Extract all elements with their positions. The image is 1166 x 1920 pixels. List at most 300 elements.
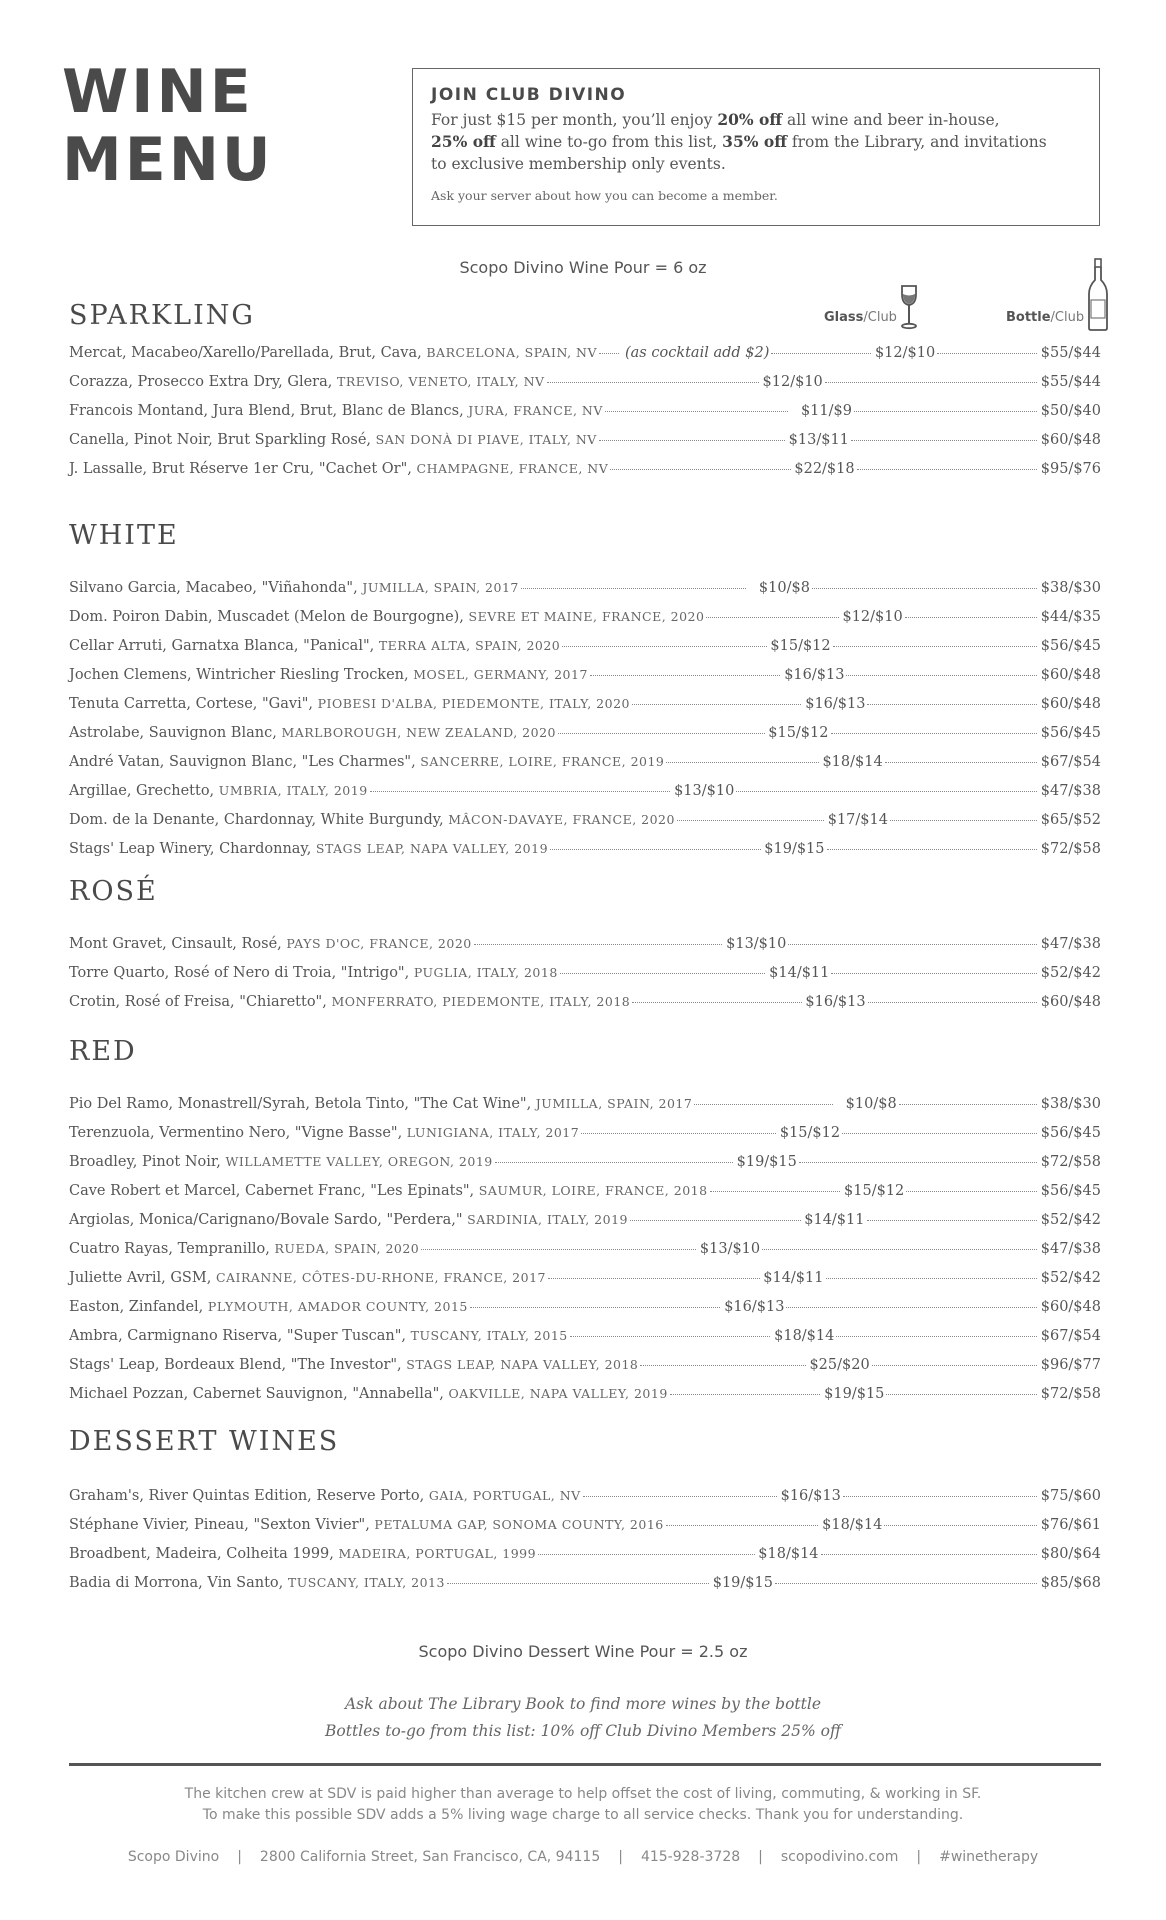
wine-row (69, 667, 1101, 689)
wine-region: SAUMUR, LOIRE, FRANCE, 2018 (478, 1183, 708, 1198)
wine-row (69, 345, 1101, 367)
leader-dots (857, 469, 1037, 470)
bottle-price: $80/$64 (1040, 1546, 1101, 1562)
club-text: from the Library, and invitations (786, 133, 1047, 151)
section-title: ROSÉ (69, 876, 158, 907)
footer-website[interactable]: scopodivino.com (780, 1849, 899, 1865)
living-wage-line-1: The kitchen crew at SDV is paid higher than average to help offset the cost of living, commuting, & working in SF. (184, 1786, 982, 1802)
wine-name (69, 1575, 445, 1591)
wine-producer-varietal: Silvano Garcia, Macabeo, "Viñahonda", (69, 580, 358, 596)
wine-region: TUSCANY, ITALY, 2015 (410, 1328, 568, 1343)
glass-price: $13/$10 (726, 936, 787, 952)
wine-region: JUMILLA, SPAIN, 2017 (535, 1096, 693, 1111)
glass-price: $10/$8 (845, 1096, 897, 1112)
leader-dots (548, 1278, 760, 1279)
glass-price: $16/$13 (784, 667, 845, 683)
leader-dots (842, 1133, 1037, 1134)
glass-price: $18/$14 (758, 1546, 819, 1562)
wine-name (69, 1517, 664, 1533)
wine-name (69, 725, 556, 741)
wine-region: BARCELONA, SPAIN, NV (426, 345, 597, 360)
glass-price: $16/$13 (805, 994, 866, 1010)
wine-region: SEVRE ET MAINE, FRANCE, 2020 (468, 609, 705, 624)
leader-dots (867, 1220, 1038, 1221)
wine-row (69, 1241, 1101, 1263)
glass-price: $15/$12 (768, 725, 829, 741)
leader-dots (666, 762, 818, 763)
leader-dots (833, 646, 1037, 647)
bottle-price: $75/$60 (1040, 1488, 1102, 1504)
leader-dots (610, 469, 790, 470)
wine-region: CHAMPAGNE, FRANCE, NV (416, 461, 609, 476)
wine-row (69, 609, 1101, 631)
wine-row (69, 696, 1101, 718)
leader-dots (694, 1104, 832, 1105)
bottle-price: $96/$77 (1040, 1357, 1102, 1373)
leader-dots (590, 675, 781, 676)
wine-region: TREVISO, VENETO, ITALY, NV (336, 374, 545, 389)
glass-price: $16/$13 (724, 1299, 785, 1315)
wine-producer-varietal: Terenzuola, Vermentino Nero, "Vigne Basse", (69, 1125, 403, 1141)
wine-region: STAGS LEAP, NAPA VALLEY, 2018 (406, 1357, 639, 1372)
wine-name (69, 1488, 581, 1504)
glass-price: $16/$13 (780, 1488, 841, 1504)
wine-region: OAKVILLE, NAPA VALLEY, 2019 (448, 1386, 668, 1401)
wine-name (69, 965, 558, 981)
glass-club-label: /Club (863, 310, 897, 325)
wine-name (69, 1125, 579, 1141)
leader-dots (447, 1583, 709, 1584)
glass-price: $13/$10 (699, 1241, 761, 1257)
wine-row (69, 1299, 1101, 1321)
leader-dots (812, 588, 1037, 589)
leader-dots (821, 1554, 1037, 1555)
wine-producer-varietal: Argiolas, Monica/Carignano/Bovale Sardo, "Perdera," (69, 1212, 463, 1228)
leader-dots (899, 1104, 1037, 1105)
bottle-price: $65/$52 (1040, 812, 1101, 828)
wine-row (69, 841, 1101, 863)
wine-name (69, 994, 630, 1010)
leader-dots (884, 1525, 1037, 1526)
bottle-price: $52/$42 (1040, 1270, 1101, 1286)
wine-row (69, 1125, 1101, 1147)
glass-price: $14/$11 (763, 1270, 824, 1286)
leader-dots (825, 382, 1037, 383)
wine-producer-varietal: Francois Montand, Jura Blend, Brut, Blanc de Blancs, (69, 403, 464, 419)
wine-name (69, 696, 630, 712)
wine-producer-varietal: André Vatan, Sauvignon Blanc, "Les Charmes", (69, 754, 416, 770)
bottle-price: $72/$58 (1040, 1154, 1101, 1170)
wine-producer-varietal: Corazza, Prosecco Extra Dry, Glera, (69, 374, 333, 390)
wine-row (69, 1270, 1101, 1292)
section-title: RED (69, 1036, 137, 1067)
wine-name (69, 580, 519, 596)
bottle-price: $47/$38 (1040, 936, 1101, 952)
wine-region: JUMILLA, SPAIN, 2017 (362, 580, 519, 595)
leader-dots (854, 411, 1037, 412)
wine-bottle-icon (1086, 258, 1110, 332)
leader-dots (666, 1525, 819, 1526)
club-text: to exclusive membership only events. (431, 155, 726, 173)
title-line-menu: MENU (62, 125, 274, 195)
bottle-price: $56/$45 (1040, 1183, 1102, 1199)
leader-dots (570, 1336, 771, 1337)
wine-name (69, 1212, 628, 1228)
wine-name (69, 1386, 668, 1402)
glass-price: $13/$11 (788, 432, 849, 448)
glass-price: $12/$10 (874, 345, 936, 361)
wine-row (69, 1575, 1101, 1597)
wine-row (69, 936, 1101, 958)
wine-producer-varietal: J. Lassalle, Brut Réserve 1er Cru, "Cachet Or", (69, 461, 412, 477)
wine-producer-varietal: Dom. de la Denante, Chardonnay, White Burgundy, (69, 812, 444, 828)
bottle-price: $60/$48 (1040, 667, 1101, 683)
leader-dots (470, 1307, 721, 1308)
leader-dots (867, 704, 1037, 705)
bottle-club-label: /Club (1050, 310, 1085, 325)
wine-name (69, 1154, 493, 1170)
wine-region: SARDINIA, ITALY, 2019 (467, 1212, 628, 1227)
glass-price: $18/$14 (774, 1328, 835, 1344)
wine-name (69, 609, 704, 625)
wine-row (69, 965, 1101, 987)
footer-separator: | (916, 1849, 922, 1865)
glass-price: $18/$14 (822, 1517, 883, 1533)
glass-price: $11/$9 (800, 403, 852, 419)
wine-producer-varietal: Crotin, Rosé of Freisa, "Chiaretto", (69, 994, 327, 1010)
glass-column-header (824, 310, 897, 325)
wine-region: TUSCANY, ITALY, 2013 (287, 1575, 445, 1590)
leader-dots (421, 1249, 696, 1250)
leader-dots (677, 820, 824, 821)
wine-row (69, 403, 1101, 425)
bottle-price: $95/$76 (1040, 461, 1102, 477)
wine-row (69, 1357, 1101, 1379)
wine-name (69, 1328, 568, 1344)
footer-address: 2800 California Street, San Francisco, CA, 94115 (259, 1849, 601, 1865)
club-description (431, 109, 1081, 175)
wine-name (69, 1241, 419, 1257)
bottle-price: $55/$44 (1040, 374, 1102, 390)
leader-dots (538, 1554, 754, 1555)
leader-dots (906, 1191, 1037, 1192)
leader-dots (851, 440, 1037, 441)
wine-producer-varietal: Easton, Zinfandel, (69, 1299, 204, 1315)
bottle-price: $47/$38 (1040, 1241, 1102, 1257)
wine-name (69, 1270, 546, 1286)
wine-region: MARLBOROUGH, NEW ZEALAND, 2020 (281, 725, 556, 740)
wine-producer-varietal: Torre Quarto, Rosé of Nero di Troia, "Intrigo", (69, 965, 410, 981)
wine-row (69, 1328, 1101, 1350)
wine-region: TERRA ALTA, SPAIN, 2020 (378, 638, 561, 653)
bottle-price: $38/$30 (1040, 1096, 1101, 1112)
leader-dots (826, 1278, 1038, 1279)
glass-price: $16/$13 (805, 696, 866, 712)
wine-row (69, 461, 1101, 483)
leader-dots (872, 1365, 1037, 1366)
title-line-wine: WINE (62, 57, 254, 127)
living-wage-line-2: To make this possible SDV adds a 5% living wage charge to all service checks. Thank you for understanding. (202, 1807, 964, 1823)
glass-price: $22/$18 (794, 461, 855, 477)
wine-region: WILLAMETTE VALLEY, OREGON, 2019 (225, 1154, 493, 1169)
glass-price: $12/$10 (762, 374, 823, 390)
wine-pour-note: Scopo Divino Wine Pour = 6 oz (459, 258, 707, 277)
club-text: For just $15 per month, you’ll enjoy (431, 111, 718, 129)
leader-dots (846, 675, 1037, 676)
leader-dots (762, 1249, 1037, 1250)
wine-producer-varietal: Cellar Arruti, Garnatxa Blanca, "Panical", (69, 638, 375, 654)
wine-producer-varietal: Michael Pozzan, Cabernet Sauvignon, "Annabella", (69, 1386, 444, 1402)
section-title: WHITE (69, 520, 179, 551)
wine-name (69, 345, 769, 361)
footer-phone[interactable]: 415-928-3728 (640, 1849, 741, 1865)
leader-dots (831, 733, 1038, 734)
menu-title (62, 58, 274, 194)
leader-dots (370, 791, 671, 792)
wine-producer-varietal: Mercat, Macabeo/Xarello/Parellada, Brut, Cava, (69, 345, 422, 361)
leader-dots (710, 1191, 841, 1192)
bottle-price: $52/$42 (1040, 965, 1101, 981)
wine-region: SAN DONÀ DI PIAVE, ITALY, NV (375, 432, 597, 447)
leader-dots (836, 1336, 1037, 1337)
wine-row (69, 1386, 1101, 1408)
wine-name (69, 667, 588, 683)
glass-price: $10/$8 (758, 580, 810, 596)
glass-price: $13/$10 (674, 783, 735, 799)
wine-region: GAIA, PORTUGAL, NV (428, 1488, 581, 1503)
bottle-column-header (1006, 310, 1084, 325)
club-text: all wine and beer in-house, (782, 111, 1000, 129)
footer-separator: | (618, 1849, 623, 1865)
bottle-price: $60/$48 (1040, 994, 1102, 1010)
leader-dots (560, 973, 766, 974)
glass-label: Glass (824, 310, 864, 325)
footer-hashtag: #winetherapy (939, 1849, 1039, 1865)
leader-dots (630, 1220, 801, 1221)
glass-price: $25/$20 (809, 1357, 870, 1373)
leader-dots (670, 1394, 821, 1395)
wine-producer-varietal: Stags' Leap Winery, Chardonnay, (69, 841, 312, 857)
club-text: all wine to-go from this list, (495, 133, 723, 151)
wine-name (69, 638, 560, 654)
club-discount-library: 35% off (722, 132, 787, 151)
leader-dots (547, 382, 759, 383)
wine-region: MOSEL, GERMANY, 2017 (413, 667, 588, 682)
leader-dots (799, 1162, 1037, 1163)
leader-dots (886, 1394, 1037, 1395)
wine-region: UMBRIA, ITALY, 2019 (218, 783, 368, 798)
wine-region: PIOBESI D'ALBA, PIEDEMONTE, ITALY, 2020 (317, 696, 630, 711)
wine-producer-varietal: Badia di Morrona, Vin Santo, (69, 1575, 284, 1591)
glass-price: $15/$12 (770, 638, 831, 654)
bottle-price: $56/$45 (1040, 638, 1102, 654)
wine-producer-varietal: Juliette Avril, GSM, (69, 1270, 212, 1286)
bottle-price: $72/$58 (1040, 1386, 1102, 1402)
leader-dots (736, 791, 1037, 792)
glass-price: $19/$15 (712, 1575, 773, 1591)
wine-name (69, 1357, 638, 1373)
wine-producer-varietal: Tenuta Carretta, Cortese, "Gavi", (69, 696, 313, 712)
wine-region: MADEIRA, PORTUGAL, 1999 (338, 1546, 537, 1561)
wine-producer-varietal: Cuatro Rayas, Tempranillo, (69, 1241, 270, 1257)
wine-name (69, 461, 608, 477)
wine-name (69, 754, 664, 770)
club-divino-box (412, 68, 1100, 226)
glass-price: $19/$15 (824, 1386, 885, 1402)
leader-dots (640, 1365, 805, 1366)
leader-dots (788, 944, 1037, 945)
wine-name (69, 1096, 692, 1112)
wine-row (69, 1096, 1101, 1118)
wine-name (69, 1546, 536, 1562)
footer-contact (0, 1849, 1166, 1865)
bottle-price: $67/$54 (1040, 1328, 1102, 1344)
leader-dots (786, 1307, 1037, 1308)
footer-restaurant-name: Scopo Divino (127, 1849, 220, 1865)
leader-dots (495, 1162, 733, 1163)
wine-producer-varietal: Astrolabe, Sauvignon Blanc, (69, 725, 277, 741)
bottle-price: $56/$45 (1040, 725, 1101, 741)
wine-region: JURA, FRANCE, NV (468, 403, 603, 418)
wine-producer-varietal: Mont Gravet, Cinsault, Rosé, (69, 936, 282, 952)
wine-region: SANCERRE, LOIRE, FRANCE, 2019 (420, 754, 665, 769)
bottle-price: $60/$48 (1040, 1299, 1101, 1315)
wine-row (69, 1546, 1101, 1568)
wine-row (69, 1212, 1101, 1234)
bottle-price: $50/$40 (1040, 403, 1102, 419)
leader-dots (474, 944, 723, 945)
wine-name (69, 403, 603, 419)
bottle-price: $85/$68 (1040, 1575, 1102, 1591)
wine-producer-varietal: Stags' Leap, Bordeaux Blend, "The Investor", (69, 1357, 402, 1373)
wine-row (69, 1488, 1101, 1510)
wine-region: PLYMOUTH, AMADOR COUNTY, 2015 (207, 1299, 468, 1314)
wine-row (69, 783, 1101, 805)
wine-region: LUNIGIANA, ITALY, 2017 (406, 1125, 580, 1140)
section-title: DESSERT WINES (69, 1426, 340, 1457)
glass-price: $12/$10 (842, 609, 903, 625)
footer-separator: | (758, 1849, 763, 1865)
wine-region: MONFERRATO, PIEDEMONTE, ITALY, 2018 (331, 994, 631, 1009)
wine-name (69, 1299, 468, 1315)
wine-name (69, 432, 597, 448)
leader-dots (890, 820, 1037, 821)
wine-producer-varietal: Dom. Poiron Dabin, Muscadet (Melon de Bourgogne), (69, 609, 464, 625)
leader-dots (937, 353, 1037, 354)
glass-price: $15/$12 (844, 1183, 905, 1199)
wine-row (69, 812, 1101, 834)
bottle-price: $44/$35 (1040, 609, 1101, 625)
leader-dots (562, 646, 766, 647)
glass-price: $19/$15 (736, 1154, 797, 1170)
wine-row (69, 432, 1101, 454)
club-discount-inhouse: 20% off (717, 110, 783, 129)
wine-row (69, 580, 1101, 602)
bottle-price: $76/$61 (1040, 1517, 1101, 1533)
glass-price: $17/$14 (827, 812, 888, 828)
glass-price: $14/$11 (769, 965, 830, 981)
leader-dots (583, 1496, 777, 1497)
footer-divider (69, 1763, 1101, 1766)
leader-dots (550, 849, 760, 850)
bottle-price: $56/$45 (1040, 1125, 1101, 1141)
leader-dots (605, 411, 788, 412)
bottle-price: $38/$30 (1040, 580, 1102, 596)
wine-name (69, 374, 545, 390)
wine-producer-varietal: Cave Robert et Marcel, Cabernet Franc, "Les Epinats", (69, 1183, 475, 1199)
bottle-price: $67/$54 (1040, 754, 1101, 770)
library-book-note: Ask about The Library Book to find more wines by the bottle (344, 1695, 822, 1713)
bottle-price: $60/$48 (1040, 696, 1101, 712)
leader-dots (632, 1002, 801, 1003)
wine-region: PETALUMA GAP, SONOMA COUNTY, 2016 (374, 1517, 664, 1532)
leader-dots (599, 440, 785, 441)
footer-separator: | (237, 1849, 242, 1865)
bottle-price: $55/$44 (1040, 345, 1101, 361)
wine-producer-varietal: Broadbent, Madeira, Colheita 1999, (69, 1546, 334, 1562)
wine-region: PUGLIA, ITALY, 2018 (413, 965, 558, 980)
wine-region: CAIRANNE, CÔTES-DU-RHONE, FRANCE, 2017 (215, 1270, 546, 1285)
wine-glass-icon (898, 284, 920, 330)
living-wage-note (0, 1784, 1166, 1826)
leader-dots (843, 1496, 1037, 1497)
bottle-label: Bottle (1006, 310, 1051, 325)
wine-region: STAGS LEAP, NAPA VALLEY, 2019 (315, 841, 549, 856)
bottle-price: $47/$38 (1040, 783, 1101, 799)
wine-region: PAYS D'OC, FRANCE, 2020 (286, 936, 472, 951)
leader-dots (581, 1133, 776, 1134)
wine-name (69, 936, 472, 952)
wine-name (69, 812, 675, 828)
wine-row (69, 1183, 1101, 1205)
leader-dots (558, 733, 765, 734)
glass-price: $19/$15 (764, 841, 825, 857)
club-discount-togo: 25% off (431, 132, 496, 151)
leader-dots (885, 762, 1037, 763)
cocktail-note: (as cocktail add $2) (625, 345, 770, 361)
wine-producer-varietal: Stéphane Vivier, Pineau, "Sexton Vivier", (69, 1517, 370, 1533)
wine-row (69, 374, 1101, 396)
wine-row (69, 994, 1101, 1016)
togo-discount-note: Bottles to-go from this list: 10% off Club Divino Members 25% off (325, 1722, 841, 1740)
leader-dots (831, 973, 1037, 974)
club-ask-server: Ask your server about how you can become a member. (431, 188, 778, 203)
wine-row (69, 1154, 1101, 1176)
wine-producer-varietal: Jochen Clemens, Wintricher Riesling Trocken, (69, 667, 409, 683)
leader-dots (599, 353, 619, 354)
wine-region: RUEDA, SPAIN, 2020 (274, 1241, 420, 1256)
wine-producer-varietal: Argillae, Grechetto, (69, 783, 215, 799)
glass-price: $18/$14 (822, 754, 883, 770)
glass-price: $15/$12 (779, 1125, 841, 1141)
glass-price: $14/$11 (804, 1212, 865, 1228)
leader-dots (905, 617, 1037, 618)
leader-dots (827, 849, 1037, 850)
bottle-price: $52/$42 (1040, 1212, 1102, 1228)
club-heading: JOIN CLUB DIVINO (431, 85, 627, 105)
leader-dots (775, 1583, 1037, 1584)
wine-row (69, 754, 1101, 776)
wine-producer-varietal: Ambra, Carmignano Riserva, "Super Tuscan", (69, 1328, 407, 1344)
bottle-price: $72/$58 (1040, 841, 1101, 857)
leader-dots (771, 353, 871, 354)
bottle-price: $60/$48 (1040, 432, 1101, 448)
wine-region: MÂCON-DAVAYE, FRANCE, 2020 (448, 812, 675, 827)
wine-name (69, 783, 368, 799)
wine-producer-varietal: Broadley, Pinot Noir, (69, 1154, 221, 1170)
leader-dots (521, 588, 746, 589)
wine-name (69, 841, 548, 857)
